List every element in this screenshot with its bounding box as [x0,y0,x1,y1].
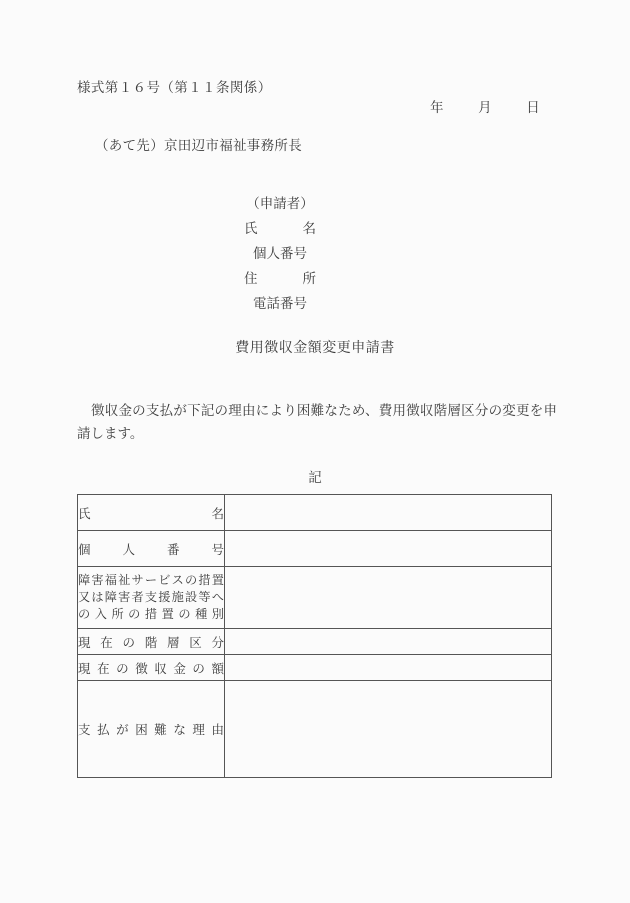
date-year: 年 [430,100,444,116]
table-row [78,655,552,681]
row-value-current-amount[interactable] [225,655,552,681]
row-label-current-tier: 現在の階層区分 [78,629,225,655]
applicant-phone-label: 電話番号 [253,296,307,312]
form-number: 様式第１６号（第１１条関係） [77,80,272,96]
applicant-mynumber-label: 個人番号 [253,246,307,262]
table-row [78,567,552,629]
ki-marker: 記 [308,470,322,486]
applicant-name-label: 氏 名 [244,221,316,237]
row-value-service-type[interactable] [225,567,552,629]
row-label-service-type: 障害福祉サービスの措置 又は障害者支援施設等へ の入所の措置の種別 [78,567,225,629]
body-paragraph: 徴収金の支払が下記の理由により困難なため、費用徴収階層区分の変更を申請します。 [77,403,557,442]
table-row [78,681,552,778]
application-table [77,494,552,778]
row-label-current-amount: 現在の徴収金の額 [78,655,225,681]
row-value-mynumber[interactable] [225,531,552,567]
row-label-reason: 支払が困難な理由 [78,681,225,778]
row-label-name: 氏名 [78,495,225,531]
page-title: 費用徴収金額変更申請書 [235,340,395,356]
date-day: 日 [526,100,540,116]
table-row [78,629,552,655]
row-value-reason[interactable] [225,681,552,778]
table-row [78,531,552,567]
row-label-mynumber: 個人番号 [78,531,225,567]
table-row [78,495,552,531]
date-line [430,96,540,116]
addressee: （あて先）京田辺市福祉事務所長 [95,138,302,154]
row-value-current-tier[interactable] [225,629,552,655]
date-month: 月 [478,100,492,116]
applicant-block [236,192,324,317]
row-value-name[interactable] [225,495,552,531]
applicant-heading: （申請者） [246,196,314,212]
applicant-address-label: 住 所 [244,271,316,287]
